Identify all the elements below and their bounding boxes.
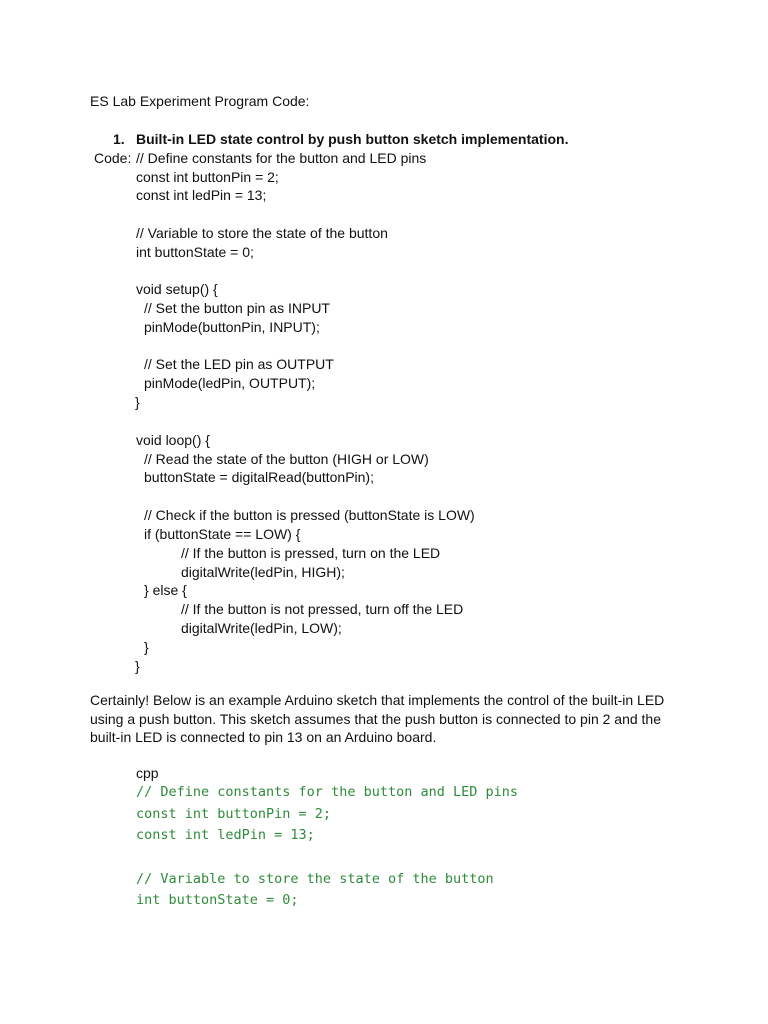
code-line: digitalWrite(ledPin, LOW);: [181, 620, 342, 636]
code-label: Code:: [94, 150, 132, 166]
code-line: // Set the button pin as INPUT: [144, 300, 330, 316]
code-line: // Variable to store the state of the button: [136, 871, 494, 887]
explanation-paragraph: Certainly! Below is an example Arduino sketch that implements the control of the built-in LED using a push button. This sketch assumes that the push button is connected to pin 2 and the built-in LED is connected to pin 13 on an Arduino board.: [90, 692, 665, 746]
code-line: buttonState = digitalRead(buttonPin);: [144, 469, 374, 485]
code-line: } else {: [144, 582, 187, 598]
code-line: const int ledPin = 13;: [136, 827, 315, 843]
code-line: void setup() {: [136, 281, 218, 297]
code-line: // Set the LED pin as OUTPUT: [144, 356, 334, 372]
code-line: }: [135, 394, 140, 410]
code-line: void loop() {: [136, 432, 210, 448]
code-line: }: [135, 658, 140, 674]
code-line: // Variable to store the state of the button: [136, 225, 388, 241]
code-line: // Define constants for the button and LED pins: [136, 150, 427, 166]
document-title: ES Lab Experiment Program Code:: [90, 93, 310, 109]
code-line: // Define constants for the button and LED pins: [136, 784, 519, 800]
code-line: // Read the state of the button (HIGH or LOW): [144, 451, 429, 467]
code-line: // If the button is not pressed, turn off the LED: [181, 601, 464, 617]
language-label: cpp: [136, 765, 159, 781]
code-line: const int ledPin = 13;: [136, 187, 267, 203]
code-line: int buttonState = 0;: [136, 244, 254, 260]
code-line: const int buttonPin = 2;: [136, 806, 332, 822]
code-line: // Check if the button is pressed (buttonState is LOW): [144, 507, 475, 523]
section-heading: Built-in LED state control by push button sketch implementation.: [136, 131, 569, 147]
code-line: // If the button is pressed, turn on the LED: [181, 545, 441, 561]
code-line: pinMode(buttonPin, INPUT);: [144, 319, 320, 335]
code-line: }: [144, 639, 149, 655]
code-line: int buttonState = 0;: [136, 892, 299, 908]
list-number: 1.: [113, 131, 125, 147]
code-line: digitalWrite(ledPin, HIGH);: [181, 564, 345, 580]
code-line: if (buttonState == LOW) {: [144, 526, 301, 542]
code-line: pinMode(ledPin, OUTPUT);: [144, 375, 316, 391]
code-line: const int buttonPin = 2;: [136, 169, 279, 185]
